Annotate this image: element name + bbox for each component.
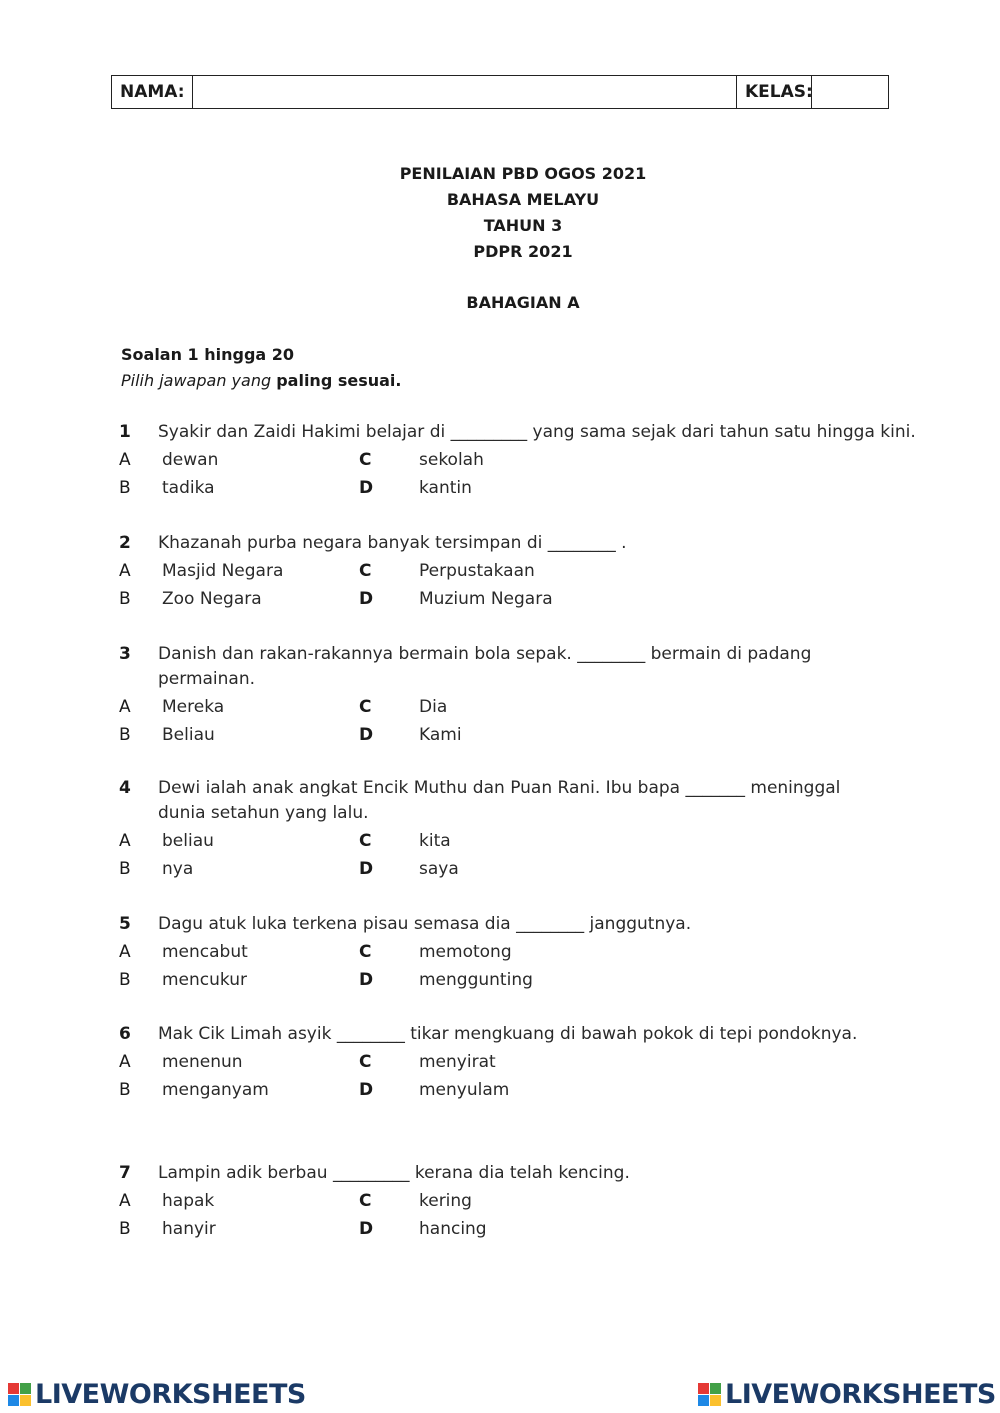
question-text: Dagu atuk luka terkena pisau semasa dia ________ janggutnya. <box>158 914 692 934</box>
question-number: 5 <box>119 914 131 934</box>
option-d[interactable]: menyulam <box>419 1080 510 1100</box>
option-letter-b: B <box>119 725 131 745</box>
option-c[interactable]: sekolah <box>419 450 484 470</box>
instruction-heading: Soalan 1 hingga 20 <box>121 345 295 364</box>
option-b[interactable]: menganyam <box>162 1080 269 1100</box>
option-d[interactable]: kantin <box>419 478 472 498</box>
option-letter-c: C <box>359 1191 372 1211</box>
section-heading: BAHAGIAN A <box>466 293 580 312</box>
instruction-text <box>121 368 401 394</box>
question-number: 1 <box>119 422 131 442</box>
name-cell <box>193 76 737 109</box>
option-letter-a: A <box>119 1052 131 1072</box>
option-letter-a: A <box>119 831 131 851</box>
option-a[interactable]: mencabut <box>162 942 248 962</box>
option-c[interactable]: kita <box>419 831 451 851</box>
class-label: KELAS: <box>737 76 812 109</box>
option-d[interactable]: Kami <box>419 725 462 745</box>
option-letter-c: C <box>359 450 372 470</box>
option-letter-b: B <box>119 859 131 879</box>
option-a[interactable]: dewan <box>162 450 219 470</box>
title-line-3: TAHUN 3 <box>483 216 563 235</box>
option-letter-b: B <box>119 478 131 498</box>
question-number: 4 <box>119 778 131 798</box>
option-b[interactable]: nya <box>162 859 194 879</box>
option-letter-d: D <box>359 859 374 879</box>
question-text: Dewi ialah anak angkat Encik Muthu dan Puan Rani. Ibu bapa _______ meninggal dunia setahun yang lalu. <box>158 778 841 823</box>
question-number: 6 <box>119 1024 131 1044</box>
class-cell <box>812 76 889 109</box>
option-letter-d: D <box>359 589 374 609</box>
brand-text: LIVEWORKSHEETS <box>725 1378 996 1410</box>
option-letter-a: A <box>119 697 131 717</box>
option-letter-d: D <box>359 725 374 745</box>
option-letter-a: A <box>119 450 131 470</box>
option-a[interactable]: hapak <box>162 1191 215 1211</box>
title-line-4: PDPR 2021 <box>473 242 573 261</box>
option-d[interactable]: saya <box>419 859 459 879</box>
option-letter-c: C <box>359 561 372 581</box>
option-c[interactable]: Dia <box>419 697 448 717</box>
option-letter-c: C <box>359 831 372 851</box>
option-d[interactable]: menggunting <box>419 970 533 990</box>
option-b[interactable]: mencukur <box>162 970 247 990</box>
option-b[interactable]: tadika <box>162 478 215 498</box>
exam-title <box>0 161 1000 265</box>
question-text: Mak Cik Limah asyik ________ tikar mengkuang di bawah pokok di tepi pondoknya. <box>158 1024 858 1044</box>
option-c[interactable]: kering <box>419 1191 472 1211</box>
title-line-1: PENILAIAN PBD OGOS 2021 <box>399 164 647 183</box>
footer-logo-right <box>698 1378 996 1410</box>
question-text: Lampin adik berbau _________ kerana dia telah kencing. <box>158 1163 630 1183</box>
option-letter-d: D <box>359 478 374 498</box>
option-a[interactable]: menenun <box>162 1052 243 1072</box>
title-line-2: BAHASA MELAYU <box>446 190 600 209</box>
option-letter-d: D <box>359 970 374 990</box>
footer-logo-left <box>8 1378 306 1410</box>
option-a[interactable]: Mereka <box>162 697 225 717</box>
option-c[interactable]: memotong <box>419 942 512 962</box>
question-number: 7 <box>119 1163 131 1183</box>
instruction-bold: paling sesuai. <box>276 371 402 390</box>
class-input[interactable] <box>812 77 888 107</box>
option-a[interactable]: Masjid Negara <box>162 561 284 581</box>
brand-text: LIVEWORKSHEETS <box>35 1378 306 1410</box>
option-letter-b: B <box>119 970 131 990</box>
option-c[interactable]: menyirat <box>419 1052 496 1072</box>
option-letter-d: D <box>359 1219 374 1239</box>
option-b[interactable]: Beliau <box>162 725 215 745</box>
question-number: 2 <box>119 533 131 553</box>
option-c[interactable]: Perpustakaan <box>419 561 535 581</box>
question-text: Danish dan rakan-rakannya bermain bola sepak. ________ bermain di padang permainan. <box>158 644 812 689</box>
student-info-table <box>111 75 889 109</box>
option-letter-c: C <box>359 1052 372 1072</box>
option-letter-d: D <box>359 1080 374 1100</box>
option-letter-a: A <box>119 561 131 581</box>
option-letter-c: C <box>359 942 372 962</box>
option-letter-b: B <box>119 1219 131 1239</box>
option-d[interactable]: hancing <box>419 1219 487 1239</box>
logo-mark-icon <box>698 1383 721 1406</box>
option-letter-c: C <box>359 697 372 717</box>
name-input[interactable] <box>193 77 736 107</box>
question-number: 3 <box>119 644 131 664</box>
option-letter-b: B <box>119 589 131 609</box>
option-d[interactable]: Muzium Negara <box>419 589 553 609</box>
name-label: NAMA: <box>112 76 193 109</box>
option-a[interactable]: beliau <box>162 831 214 851</box>
option-b[interactable]: hanyir <box>162 1219 216 1239</box>
option-letter-a: A <box>119 1191 131 1211</box>
option-letter-a: A <box>119 942 131 962</box>
option-letter-b: B <box>119 1080 131 1100</box>
option-b[interactable]: Zoo Negara <box>162 589 262 609</box>
instruction-italic: Pilih jawapan yang <box>121 371 272 390</box>
question-text: Syakir dan Zaidi Hakimi belajar di _________ yang sama sejak dari tahun satu hingga kini. <box>158 422 916 442</box>
question-text: Khazanah purba negara banyak tersimpan di ________ . <box>158 533 627 553</box>
logo-mark-icon <box>8 1383 31 1406</box>
